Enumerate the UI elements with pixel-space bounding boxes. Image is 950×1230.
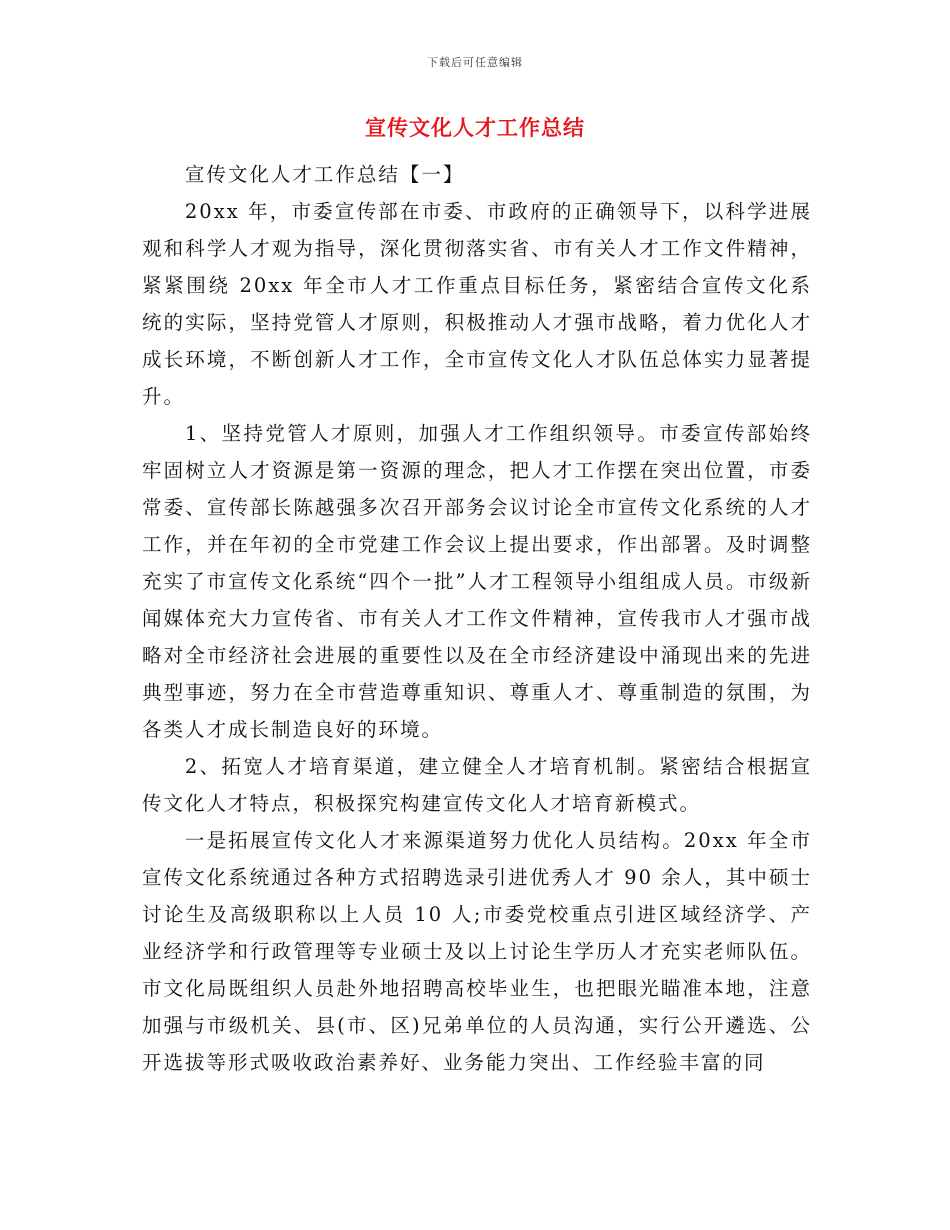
section-heading: 宣传文化人才工作总结【一】: [184, 163, 465, 186]
header-note: 下载后可任意编辑: [427, 56, 523, 69]
document-body: [142, 156, 812, 1081]
paragraph: 2、拓宽人才培育渠道，建立健全人才培育机制。紧密结合根据宣传文化人才特点，积极探究构建宣传文化人才培育新模式。: [142, 755, 812, 815]
paragraph: 1、坚持党管人才原则，加强人才工作组织领导。市委宣传部始终牢固树立人才资源是第一资源的理念，把人才工作摆在突出位置，市委常委、宣传部长陈越强多次召开部务会议讨论全市宣传文化系统的人才工作，并在年初的全市党建工作会议上提出要求，作出部署。及时调整充实了市宣传文化系统“四个一批”人才工程领导小组组成人员。市级新闻媒体充大力宣传省、市有关人才工作文件精神，宣传我市人才强市战略对全市经济社会进展的重要性以及在全市经济建设中涌现出来的先进典型事迹，努力在全市营造尊重知识、尊重人才、尊重制造的氛围，为各类人才成长制造良好的环境。: [142, 422, 812, 741]
paragraph: 20xx 年，市委宣传部在市委、市政府的正确领导下，以科学进展观和科学人才观为指导，深化贯彻落实省、市有关人才工作文件精神，紧紧围绕 20xx 年全市人才工作重点目标任务，紧密结合宣传文化系统的实际，坚持党管人才原则，积极推动人才强市战略，着力优化人才成长环境，不断创新人才工作，全市宣传文化人才队伍总体实力显著提升。: [142, 200, 812, 408]
document-title: 宣传文化人才工作总结: [365, 115, 585, 140]
paragraph: 一是拓展宣传文化人才来源渠道努力优化人员结构。20xx 年全市宣传文化系统通过各种方式招聘选录引进优秀人才 90 余人，其中硕士讨论生及高级职称以上人员 10 人;市委党校重点引进区域经济学、产业经济学和行政管理等专业硕士及以上讨论生学历人才充实老师队伍。市文化局既组织人员赴外地招聘高校毕业生，也把眼光瞄准本地，注意加强与市级机关、县(市、区)兄弟单位的人员沟通，实行公开遴选、公开选拔等形式吸收政治素养好、业务能力突出、工作经验丰富的同: [142, 829, 812, 1074]
